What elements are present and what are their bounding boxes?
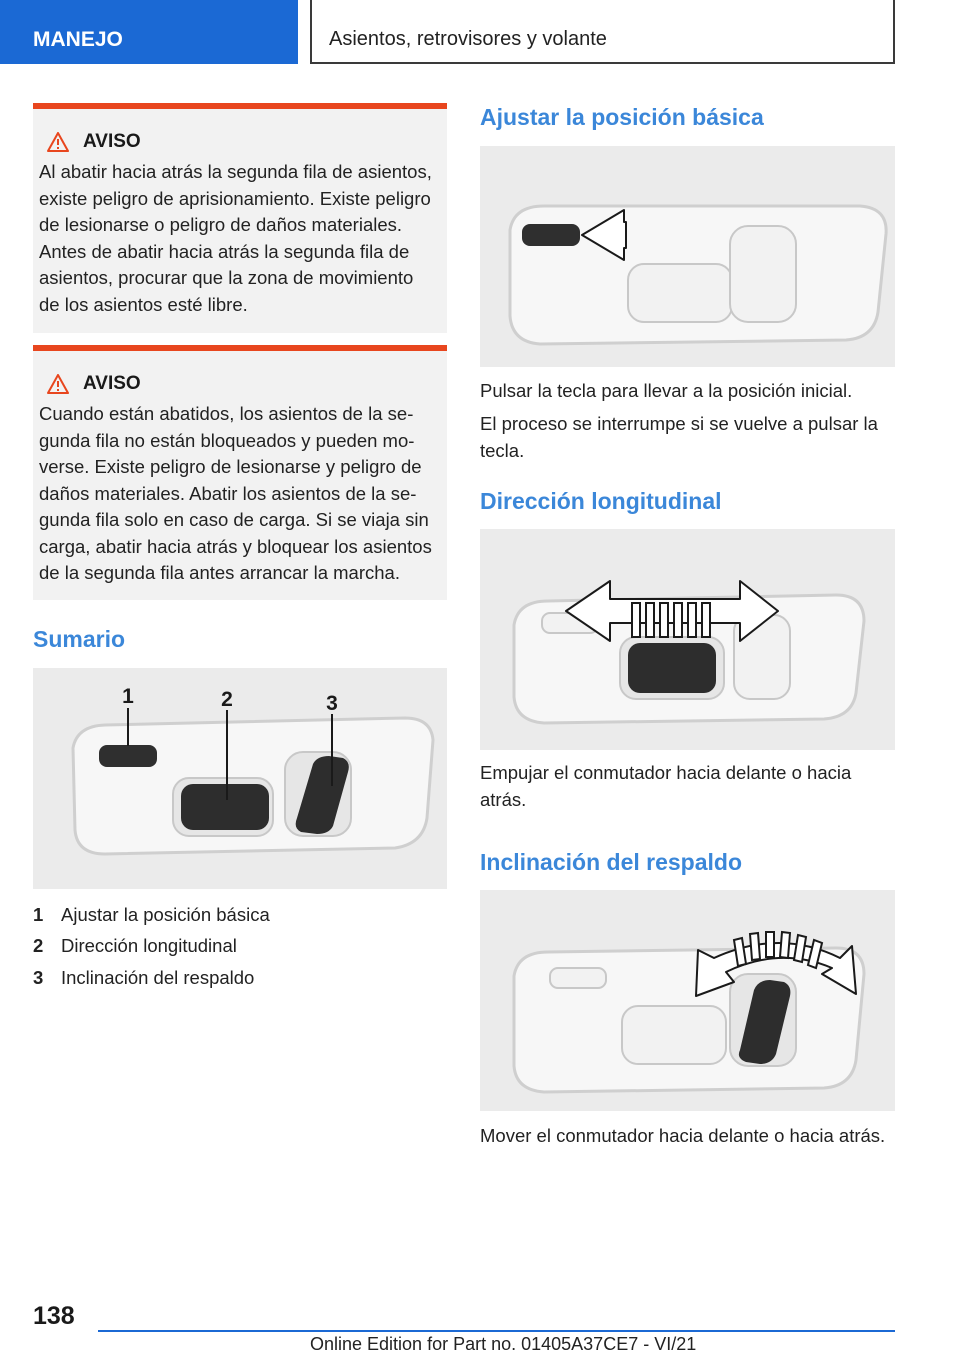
legend-label: Inclinación del respaldo <box>61 967 255 988</box>
warning-notice-2 <box>33 345 447 600</box>
longitudinal-heading: Dirección longitudinal <box>480 488 722 514</box>
basic-position-heading: Ajustar la posición básica <box>480 104 764 130</box>
footer-edition: Online Edition for Part no. 01405A37CE7 - VI/21 <box>310 1334 697 1354</box>
legend-item-3 <box>33 967 254 989</box>
overview-figure <box>33 668 447 889</box>
callout-3: 3 <box>326 692 338 715</box>
backrest-figure <box>480 890 895 1111</box>
warning-notice-1 <box>33 103 447 333</box>
notice-title-text: AVISO <box>83 373 141 394</box>
notice-text: Al abatir hacia atrás la segunda fila de asientos, existe peligro de aprisionamiento. Existe peligro de lesionarse o peligro de daños materiales. Antes de abatir hacia atrás la segunda fila de asientos, procurar que la zona de movimiento de los asientos esté libre. <box>39 161 432 315</box>
section-tab <box>0 0 298 64</box>
legend-item-2 <box>33 935 237 957</box>
basic-position-paragraph-1: Pulsar la tecla para llevar a la posición inicial. <box>480 380 853 401</box>
backrest-heading: Inclinación del respaldo <box>480 849 743 875</box>
seat-controls-overview-image <box>33 668 447 889</box>
callout-2: 2 <box>221 688 233 711</box>
legend-label: Ajustar la posición básica <box>61 904 270 925</box>
warning-triangle-icon <box>47 374 69 394</box>
legend-number: 3 <box>33 967 44 988</box>
notice-title <box>47 131 439 153</box>
legend-number: 1 <box>33 904 44 925</box>
longitudinal-figure <box>480 529 895 750</box>
section-label: MANEJO <box>33 28 123 51</box>
notice-title <box>47 373 439 395</box>
chapter-header <box>310 0 895 64</box>
callout-1: 1 <box>122 685 134 708</box>
basic-position-figure <box>480 146 895 367</box>
backrest-adjustment-image <box>480 890 895 1111</box>
basic-position-paragraph-2: El proceso se interrumpe si se vuelve a pulsar la tecla. <box>480 413 878 461</box>
footer-divider <box>98 1330 895 1332</box>
legend-label: Dirección longitudinal <box>61 935 237 956</box>
warning-triangle-icon <box>47 132 69 152</box>
legend-number: 2 <box>33 935 44 956</box>
notice-text: Cuando están abatidos, los asientos de la segunda fila no están bloqueados y pueden moverse. Existe peligro de lesionarse y peligro de daños materiales. Abatir los asientos de la segunda fila solo en caso de carga. Si se viaja sin carga, abatir hacia atrás y bloquear los asientos de la segunda fila antes arrancar la marcha. <box>39 403 432 583</box>
basic-position-image <box>480 146 895 367</box>
page-number: 138 <box>33 1302 75 1330</box>
legend-item-1 <box>33 904 270 926</box>
backrest-paragraph: Mover el conmutador hacia delante o hacia atrás. <box>480 1125 886 1146</box>
longitudinal-paragraph: Empujar el conmutador hacia delante o hacia atrás. <box>480 762 852 810</box>
chapter-title: Asientos, retrovisores y volante <box>329 28 607 50</box>
notice-title-text: AVISO <box>83 131 141 152</box>
longitudinal-adjustment-image <box>480 529 895 750</box>
sumario-heading: Sumario <box>33 626 126 652</box>
